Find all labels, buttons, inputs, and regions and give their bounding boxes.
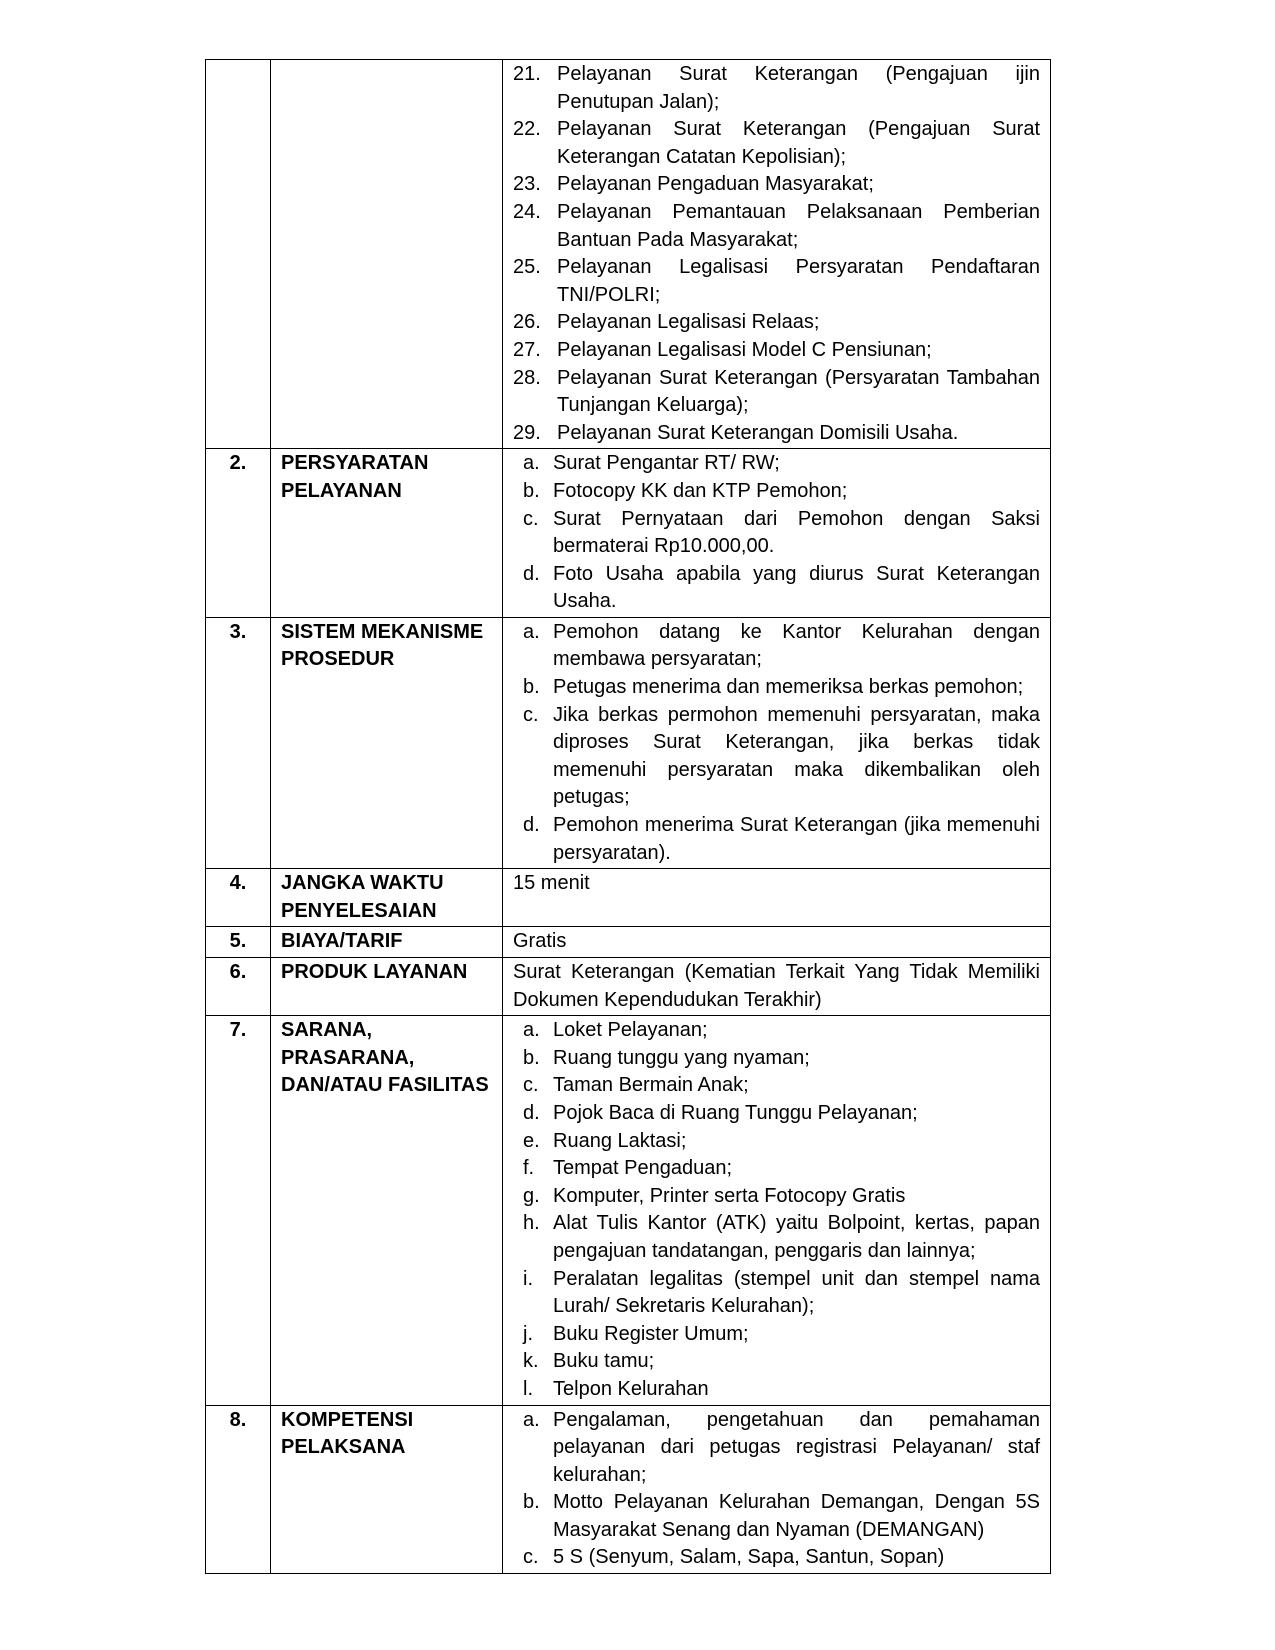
list-item-text: Foto Usaha apabila yang diurus Surat Keterangan Usaha. (553, 562, 1040, 613)
description-text: 15 menit (513, 872, 590, 895)
list-item (513, 1544, 1040, 1572)
list-item (513, 1155, 1040, 1183)
list-item (513, 702, 1040, 812)
list-item-text: Pelayanan Legalisasi Persyaratan Pendaftaran TNI/POLRI; (557, 256, 1040, 306)
list-item-text: Buku tamu; (553, 1350, 655, 1373)
list-item (513, 1348, 1040, 1376)
list-item (513, 309, 1040, 337)
list-item-marker: 22. (513, 118, 541, 141)
list-item-marker: b. (523, 1491, 540, 1514)
list-item-text: Loket Pelayanan; (553, 1019, 708, 1042)
list-item (513, 1407, 1040, 1490)
list-item-marker: c. (523, 507, 539, 530)
list-item-marker: j. (523, 1322, 533, 1345)
row-number: 8. (206, 1405, 271, 1574)
row-number: 4. (206, 869, 271, 927)
list-item-text: Fotocopy KK dan KTP Pemohon; (553, 479, 848, 502)
list-item-text: Pelayanan Surat Keterangan (Pengajuan ijin Penutupan Jalan); (557, 63, 1040, 113)
list-item-marker: b. (523, 676, 540, 699)
row-number: 5. (206, 927, 271, 958)
list-item-marker: b. (523, 479, 540, 502)
table-row (206, 927, 1051, 958)
list-item-text: Pelayanan Surat Keterangan Domisili Usaha. (557, 421, 959, 444)
list-item (513, 450, 1040, 478)
list-item-text: Pelayanan Legalisasi Model C Pensiunan; (557, 338, 932, 361)
list-item-text: Pengalaman, pengetahuan dan pemahaman pelayanan dari petugas registrasi Pelayanan/ staf kelurahan; (553, 1408, 1040, 1486)
list-item-text: Pelayanan Surat Keterangan (Persyaratan Tambahan Tunjangan Keluarga); (557, 366, 1040, 417)
row-heading: PERSYARATAN PELAYANAN (271, 449, 503, 618)
list-item-text: Telpon Kelurahan (553, 1377, 709, 1400)
list-item-text: Pelayanan Legalisasi Relaas; (557, 311, 820, 334)
list-item-text: Jika berkas permohon memenuhi persyaratan, maka diproses Surat Keterangan, jika berkas tidak memenuhi persyaratan maka dikembalikan oleh petugas; (553, 703, 1040, 809)
table-row (206, 60, 1051, 449)
row-description (503, 449, 1051, 618)
list-item-marker: 23. (513, 173, 541, 196)
list-item-text: 5 S (Senyum, Salam, Sapa, Santun, Sopan) (553, 1546, 945, 1569)
description-text: Gratis (513, 930, 567, 953)
list-item-text: Taman Bermain Anak; (553, 1074, 749, 1097)
list-item (513, 365, 1040, 420)
service-standard-table (205, 59, 1051, 1574)
list-item-text: Petugas menerima dan memeriksa berkas pemohon; (553, 676, 1024, 699)
list-item-text: Pelayanan Surat Keterangan (Pengajuan Surat Keterangan Catatan Kepolisian); (557, 118, 1040, 168)
row-heading: SARANA, PRASARANA, DAN/ATAU FASILITAS (271, 1016, 503, 1405)
list-item (513, 1266, 1040, 1321)
row-heading: BIAYA/TARIF (271, 927, 503, 958)
description-list (513, 619, 1040, 867)
list-item-text: Motto Pelayanan Kelurahan Demangan, Dengan 5S Masyarakat Senang dan Nyaman (DEMANGAN) (553, 1491, 1040, 1541)
table-row (206, 869, 1051, 927)
list-item (513, 1072, 1040, 1100)
description-list (513, 1017, 1040, 1403)
list-item-marker: i. (523, 1267, 533, 1290)
table-row (206, 449, 1051, 618)
list-item-marker: d. (523, 814, 540, 837)
table-row (206, 1405, 1051, 1574)
list-item-text: Surat Pernyataan dari Pemohon dengan Saksi bermaterai Rp10.000,00. (553, 507, 1040, 558)
list-item-marker: 29. (513, 421, 541, 444)
row-heading (271, 60, 503, 449)
description-list (513, 450, 1040, 616)
list-item-text: Komputer, Printer serta Fotocopy Gratis (553, 1184, 906, 1207)
row-description (503, 60, 1051, 449)
list-item-marker: a. (523, 1019, 540, 1042)
list-item (513, 506, 1040, 561)
list-item-marker: d. (523, 1101, 540, 1124)
list-item-marker: k. (523, 1350, 539, 1373)
list-item (513, 1489, 1040, 1544)
row-number: 3. (206, 617, 271, 868)
row-heading: PRODUK LAYANAN (271, 958, 503, 1016)
list-item-marker: a. (523, 452, 540, 475)
list-item-marker: c. (523, 703, 539, 726)
table-row (206, 617, 1051, 868)
list-item-text: Peralatan legalitas (stempel unit dan stempel nama Lurah/ Sekretaris Kelurahan); (553, 1267, 1040, 1318)
list-item (513, 1100, 1040, 1128)
list-item (513, 561, 1040, 616)
list-item-marker: a. (523, 1408, 540, 1431)
list-item (513, 619, 1040, 674)
list-item-text: Alat Tulis Kantor (ATK) yaitu Bolpoint, kertas, papan pengajuan tandatangan, penggaris dan lainnya; (553, 1212, 1040, 1262)
row-number (206, 60, 271, 449)
row-heading: JANGKA WAKTU PENYELESAIAN (271, 869, 503, 927)
list-item (513, 1376, 1040, 1404)
list-item-marker: 27. (513, 338, 541, 361)
row-number: 6. (206, 958, 271, 1016)
list-item (513, 1017, 1040, 1045)
list-item-marker: f. (523, 1157, 535, 1180)
row-heading: SISTEM MEKANISME PROSEDUR (271, 617, 503, 868)
description-list (513, 61, 1040, 447)
list-item-marker: e. (523, 1129, 540, 1152)
list-item-text: Pemohon datang ke Kantor Kelurahan dengan membawa persyaratan; (553, 620, 1040, 671)
list-item-text: Ruang tunggu yang nyaman; (553, 1046, 810, 1069)
table-body (206, 60, 1051, 1574)
list-item-text: Surat Pengantar RT/ RW; (553, 452, 780, 475)
list-item (513, 199, 1040, 254)
list-item-marker: 28. (513, 366, 541, 389)
row-description (503, 617, 1051, 868)
list-item (513, 1321, 1040, 1349)
list-item-text: Pelayanan Pemantauan Pelaksanaan Pemberian Bantuan Pada Masyarakat; (557, 200, 1040, 251)
list-item-marker: b. (523, 1046, 540, 1069)
row-number: 2. (206, 449, 271, 618)
list-item-marker: l. (523, 1377, 533, 1400)
list-item (513, 674, 1040, 702)
list-item-marker: 24. (513, 200, 541, 223)
list-item (513, 1128, 1040, 1156)
list-item-marker: a. (523, 620, 540, 643)
list-item-marker: h. (523, 1212, 540, 1235)
row-description (503, 927, 1051, 958)
row-description (503, 1405, 1051, 1574)
list-item (513, 171, 1040, 199)
list-item-marker: c. (523, 1074, 539, 1097)
row-heading: KOMPETENSI PELAKSANA (271, 1405, 503, 1574)
list-item-text: Buku Register Umum; (553, 1322, 749, 1345)
list-item-marker: 26. (513, 311, 541, 334)
list-item-marker: 25. (513, 256, 541, 279)
list-item-text: Pemohon menerima Surat Keterangan (jika memenuhi persyaratan). (553, 814, 1040, 864)
table-row (206, 958, 1051, 1016)
list-item-text: Pojok Baca di Ruang Tunggu Pelayanan; (553, 1101, 918, 1124)
list-item-text: Pelayanan Pengaduan Masyarakat; (557, 173, 874, 196)
list-item-marker: g. (523, 1184, 540, 1207)
row-description (503, 958, 1051, 1016)
list-item-marker: d. (523, 562, 540, 585)
description-list (513, 1407, 1040, 1573)
description-text: Surat Keterangan (Kematian Terkait Yang Tidak Memiliki Dokumen Kependudukan Terakhir) (513, 961, 1040, 1011)
list-item (513, 812, 1040, 867)
list-item (513, 420, 1040, 448)
list-item (513, 61, 1040, 116)
row-description (503, 1016, 1051, 1405)
list-item (513, 1210, 1040, 1265)
list-item-marker: 21. (513, 63, 541, 85)
list-item (513, 337, 1040, 365)
list-item (513, 116, 1040, 171)
list-item-text: Ruang Laktasi; (553, 1129, 687, 1152)
list-item (513, 1183, 1040, 1211)
row-number: 7. (206, 1016, 271, 1405)
list-item-text: Tempat Pengaduan; (553, 1157, 733, 1180)
list-item-marker: c. (523, 1546, 539, 1569)
list-item (513, 1045, 1040, 1073)
list-item (513, 254, 1040, 309)
list-item (513, 478, 1040, 506)
table-row (206, 1016, 1051, 1405)
row-description (503, 869, 1051, 927)
